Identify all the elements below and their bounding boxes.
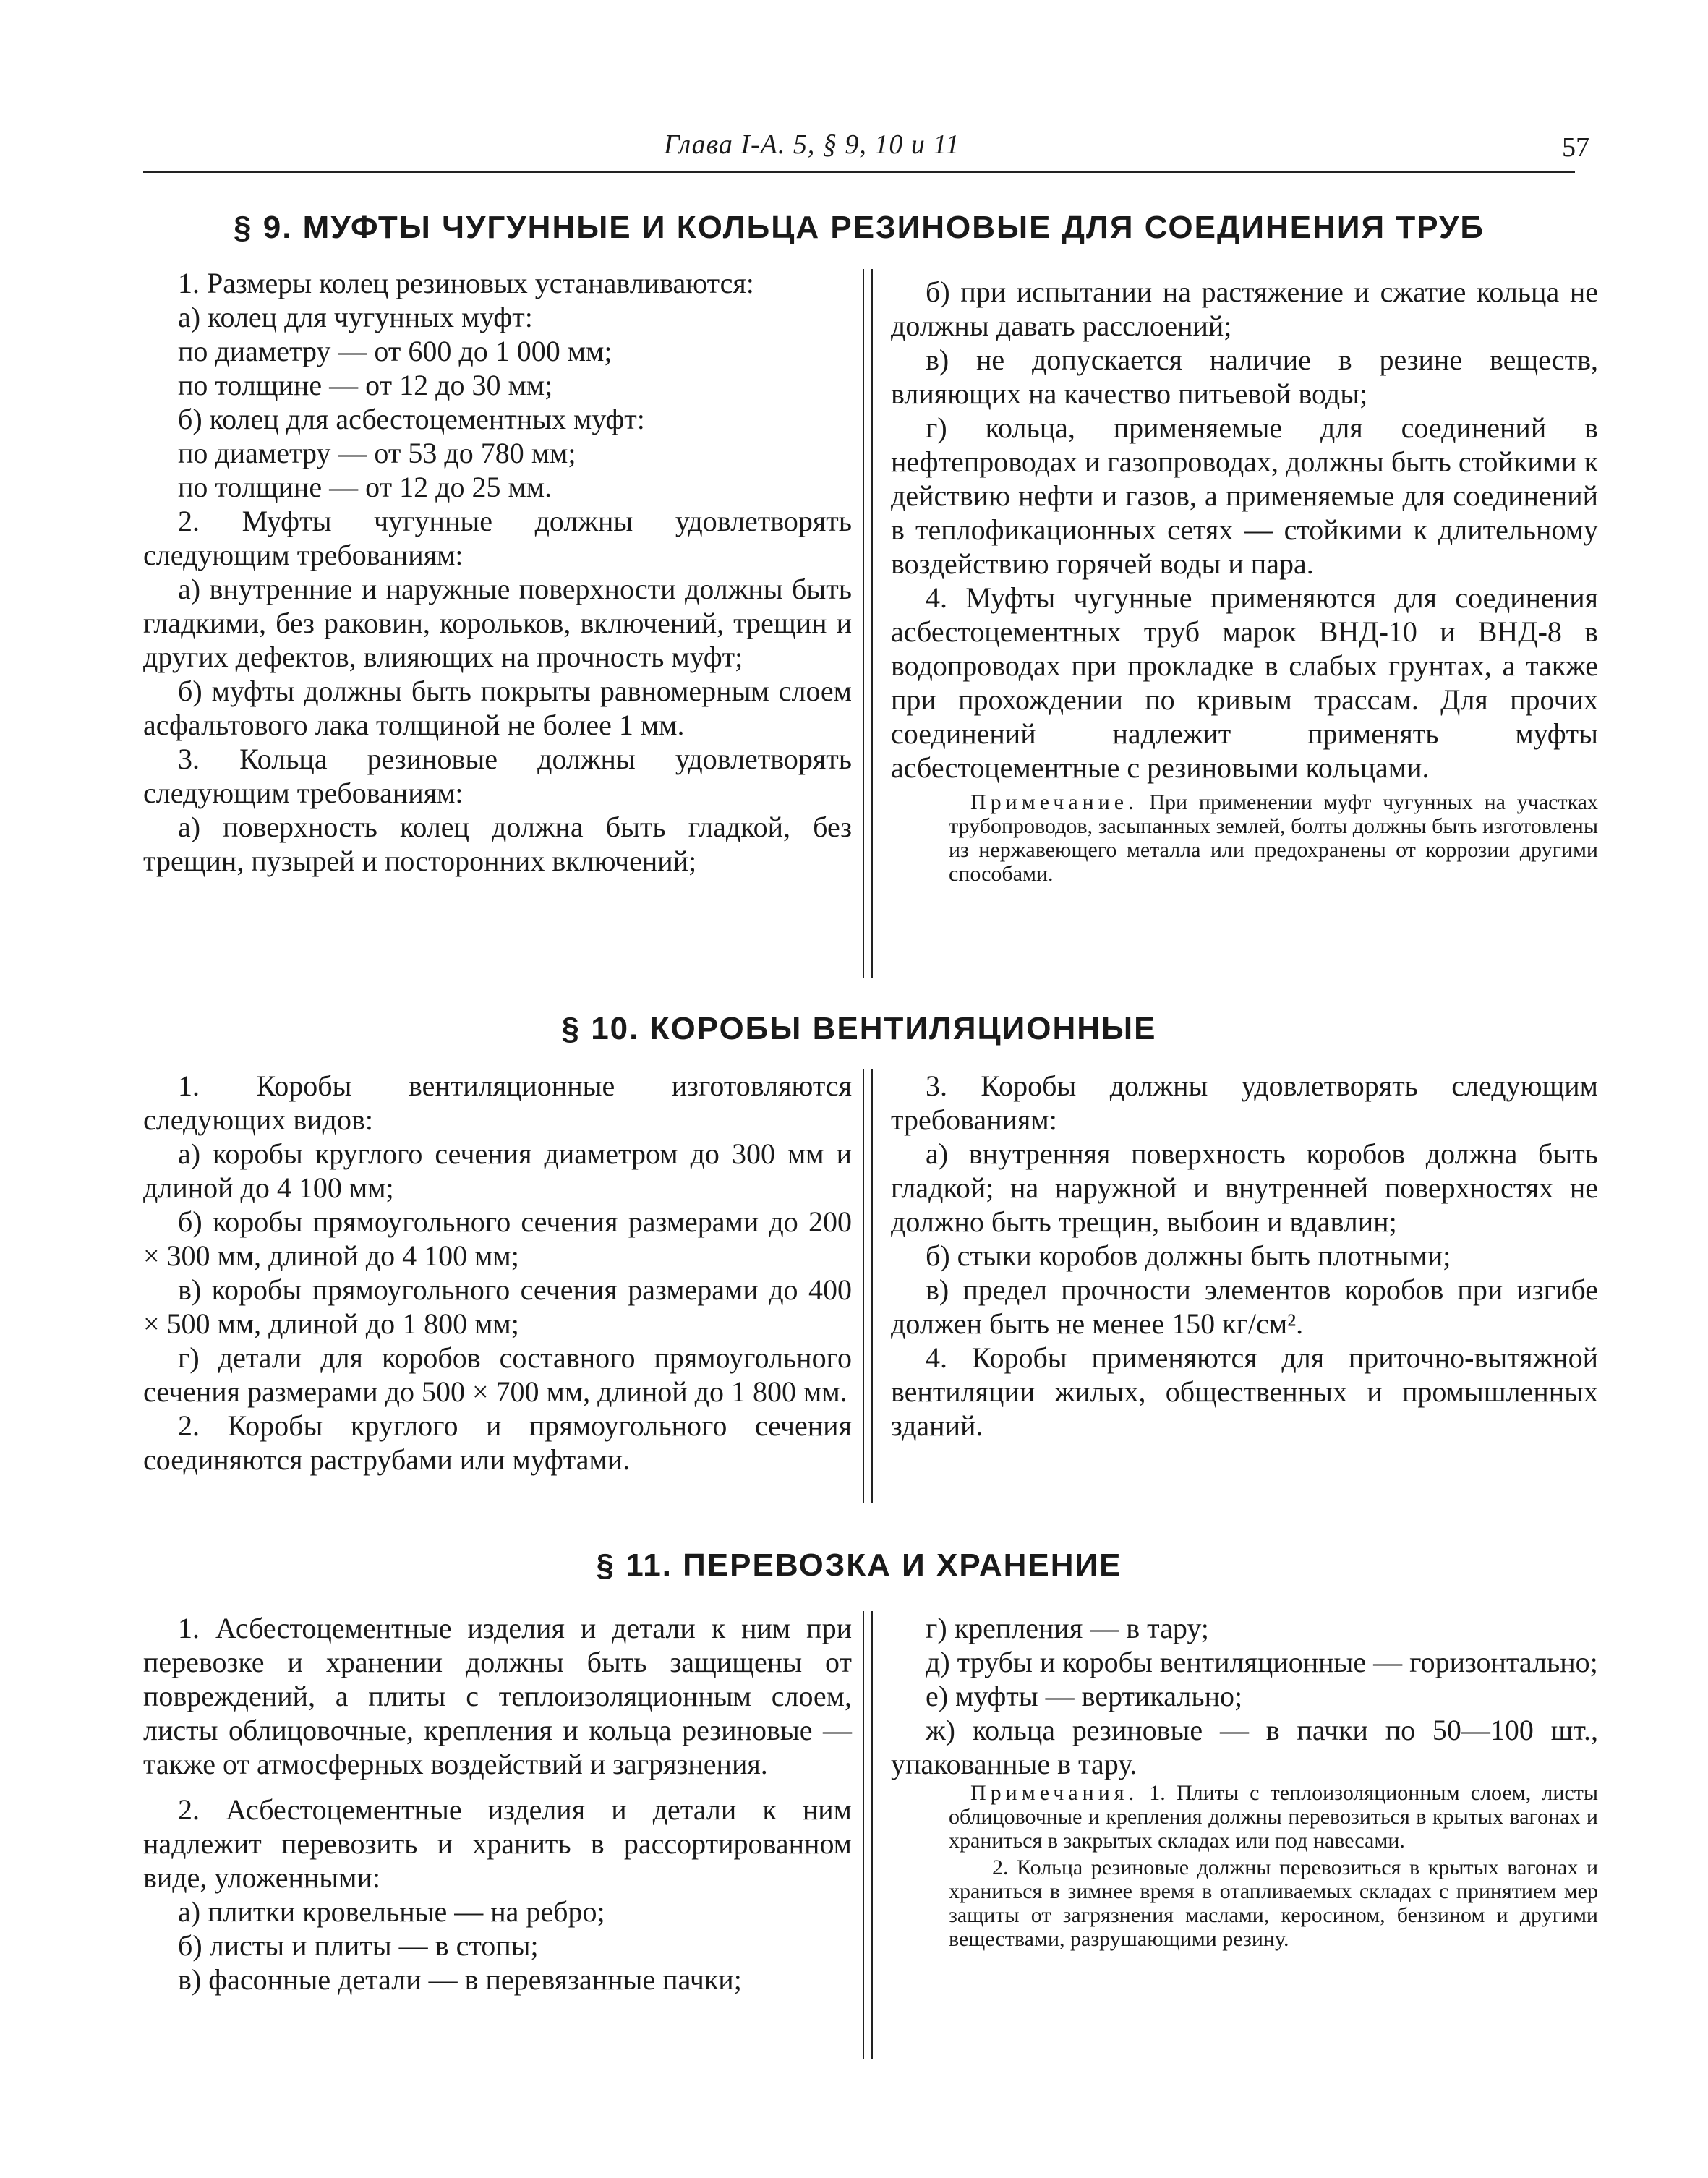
- column-divider: [863, 1611, 873, 2059]
- paragraph: б) листы и плиты — в стопы;: [178, 1929, 539, 1962]
- section-10-right-column: [891, 1069, 1598, 1443]
- paragraph: г) детали для коробов составного прямоугольного сечения размерами до 500 × 700 мм, длиной до 1 800 мм.: [143, 1341, 852, 1408]
- section-11-left-column: [143, 1611, 852, 1996]
- note-text: При применении муфт чугунных на участках трубопроводов, засыпанных землей, болты должны быть изготовлены из нержавеющего металла или предохранены от коррозии другими способами.: [949, 790, 1599, 886]
- section-10-left-column: [143, 1069, 852, 1477]
- paragraph: б) при испытании на растяжение и сжатие кольца не должны давать расслоений;: [891, 276, 1598, 342]
- paragraph: б) коробы прямоугольного сечения размерами до 200 × 300 мм, длиной до 4 100 мм;: [143, 1205, 852, 1272]
- paragraph: а) внутренняя поверхность коробов должна быть гладкой; на наружной и внутренней поверхностях не должно быть трещин, выбоин и вдавлин;: [891, 1137, 1598, 1238]
- section-11-right-column: [891, 1611, 1598, 1951]
- paragraph: г) крепления — в тару;: [926, 1612, 1209, 1644]
- page-number: 57: [1562, 132, 1589, 163]
- section-11-note-2: 2. Кольца резиновые должны перевозиться в крытых вагонах и храниться в зимнее время в отапливаемых складах с принятием мер защиты от загрязнения маслами, керосином, бензином и другими веществами, разрушающими резину.: [949, 1855, 1598, 1951]
- paragraph: 2. Коробы круглого и прямоугольного сечения соединяются раструбами или муфтами.: [143, 1409, 852, 1476]
- notes-label: Примечания.: [970, 1781, 1139, 1805]
- section-9-title: § 9. МУФТЫ ЧУГУННЫЕ И КОЛЬЦА РЕЗИНОВЫЕ ДЛЯ СОЕДИНЕНИЯ ТРУБ: [234, 210, 1485, 245]
- paragraph: 3. Коробы должны удовлетворять следующим требованиям:: [891, 1069, 1598, 1136]
- section-11-note-1: [949, 1781, 1598, 1853]
- paragraph: 4. Муфты чугунные применяются для соединения асбестоцементных труб марок ВНД-10 и ВНД-8 в водопроводах при прокладке в слабых грунтах, а также при прохождении по кривым трассам. Для прочих соединений надлежит применять муфты асбестоцементные с резиновыми кольцами.: [891, 581, 1598, 784]
- column-divider: [863, 1069, 873, 1503]
- section-9-note: [949, 790, 1598, 886]
- paragraph: в) предел прочности элементов коробов при изгибе должен быть не менее 150 кг/см².: [891, 1273, 1598, 1340]
- paragraph: в) фасонные детали — в перевязанные пачки;: [178, 1963, 742, 1996]
- paragraph: а) коробы круглого сечения диаметром до 300 мм и длиной до 4 100 мм;: [143, 1137, 852, 1204]
- paragraph: д) трубы и коробы вентиляционные — горизонтально;: [926, 1646, 1598, 1678]
- note-text: 1. Плиты с теплоизоляционным слоем, листы облицовочные и крепления должны перевозиться в крытых вагонах и храниться в закрытых складах или под навесами.: [949, 1781, 1599, 1853]
- paragraph: в) коробы прямоугольного сечения размерами до 400 × 500 мм, длиной до 1 800 мм;: [143, 1273, 852, 1340]
- paragraph: по диаметру — от 600 до 1 000 мм;: [178, 335, 612, 367]
- paragraph: 1. Коробы вентиляционные изготовляются следующих видов:: [143, 1069, 852, 1136]
- paragraph: 1. Асбестоцементные изделия и детали к ним при перевозке и хранении должны быть защищены от повреждений, а плиты с теплоизоляционным слоем, листы облицовочные, крепления и кольца резиновые — также от атмосферных воздействий и загрязнения.: [143, 1612, 852, 1780]
- section-9-right-column: [891, 275, 1598, 886]
- paragraph: б) стыки коробов должны быть плотными;: [926, 1239, 1451, 1272]
- paragraph: а) колец для чугунных муфт:: [178, 301, 533, 333]
- paragraph: 2. Асбестоцементные изделия и детали к ним надлежит перевозить и хранить в рассортированном виде, уложенными:: [143, 1793, 852, 1894]
- running-head: Глава I-А. 5, § 9, 10 и 11: [664, 129, 960, 160]
- paragraph: в) не допускается наличие в резине веществ, влияющих на качество питьевой воды;: [891, 343, 1598, 410]
- paragraph: а) плитки кровельные — на ребро;: [178, 1895, 605, 1928]
- paragraph: по толщине — от 12 до 30 мм;: [178, 369, 553, 401]
- paragraph: б) колец для асбестоцементных муфт:: [178, 403, 645, 435]
- paragraph: 4. Коробы применяются для приточно-вытяжной вентиляции жилых, общественных и промышленных зданий.: [891, 1341, 1598, 1442]
- paragraph: по толщине — от 12 до 25 мм.: [178, 471, 552, 503]
- section-10-title: § 10. КОРОБЫ ВЕНТИЛЯЦИОННЫЕ: [561, 1011, 1157, 1046]
- column-divider: [863, 269, 873, 978]
- paragraph: 1. Размеры колец резиновых устанавливаются:: [178, 267, 754, 299]
- section-9-left-column: [143, 266, 852, 878]
- paragraph: б) муфты должны быть покрыты равномерным слоем асфальтового лака толщиной не более 1 мм.: [143, 675, 852, 741]
- paragraph: по диаметру — от 53 до 780 мм;: [178, 437, 576, 469]
- running-header: [143, 123, 1589, 174]
- header-rule: [143, 171, 1575, 173]
- paragraph: 3. Кольца резиновые должны удовлетворять следующим требованиям:: [143, 743, 852, 809]
- section-11-title: § 11. ПЕРЕВОЗКА И ХРАНЕНИЕ: [596, 1547, 1122, 1583]
- paragraph: ж) кольца резиновые — в пачки по 50—100 шт., упакованные в тару.: [891, 1714, 1598, 1780]
- paragraph: е) муфты — вертикально;: [926, 1680, 1243, 1712]
- paragraph: а) поверхность колец должна быть гладкой, без трещин, пузырей и посторонних включений;: [143, 811, 852, 877]
- paragraph: а) внутренние и наружные поверхности должны быть гладкими, без раковин, корольков, включений, трещин и других дефектов, влияющих на прочность муфт;: [143, 573, 852, 673]
- note-label: Примечание.: [970, 790, 1138, 814]
- paragraph: г) кольца, применяемые для соединений в нефтепроводах и газопроводах, должны быть стойкими к действию нефти и газов, а применяемые для соединений в теплофикационных сетях — стойкими к длительному воздействию горячей воды и пара.: [891, 411, 1598, 580]
- paragraph: 2. Муфты чугунные должны удовлетворять следующим требованиям:: [143, 505, 852, 571]
